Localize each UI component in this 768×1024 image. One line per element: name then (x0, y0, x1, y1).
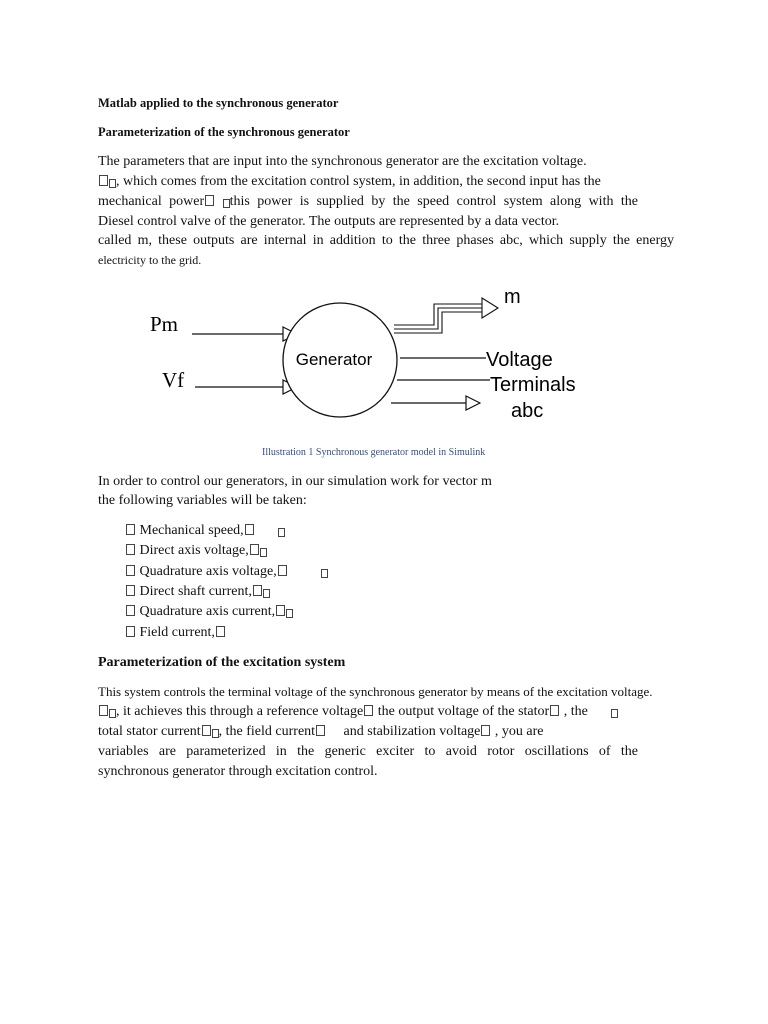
missing-glyph-icon (99, 175, 108, 186)
page-title: Matlab applied to the synchronous generator (98, 96, 339, 110)
section-heading-generator: Parameterization of the synchronous generator (98, 125, 350, 139)
paragraph-line (98, 174, 601, 190)
input-label-pm: Pm (150, 312, 179, 336)
list-item-text: Quadrature axis voltage, (139, 564, 277, 579)
missing-glyph-icon (260, 548, 267, 557)
list-item (125, 604, 293, 620)
missing-glyph-icon (263, 589, 270, 598)
line-text: the output voltage of the stator (377, 704, 550, 719)
missing-glyph-icon (316, 725, 325, 736)
missing-glyph-icon (205, 195, 214, 206)
paragraph-line (98, 724, 544, 740)
paragraph-line: called m, these outputs are internal in addition to the three phases abc, which supply the energy (98, 233, 674, 248)
generator-diagram (140, 280, 580, 430)
list-item-text: Direct axis voltage, (139, 543, 249, 558)
bullet-icon (126, 565, 135, 576)
output-label-voltage: Voltage (486, 349, 553, 371)
missing-glyph-icon (364, 705, 373, 716)
line-text: , the field current (218, 724, 316, 739)
missing-glyph-icon (250, 544, 259, 555)
missing-glyph-icon (245, 524, 254, 535)
missing-glyph-icon (253, 585, 262, 596)
line-text: , which comes from the excitation control system, in addition, the second input has the (116, 174, 601, 189)
output-label-abc: abc (511, 400, 544, 422)
missing-glyph-icon (223, 199, 230, 208)
input-label-vf: Vf (162, 368, 185, 392)
line-text: and stabilization voltage (343, 724, 481, 739)
line-text: this power is supplied by the speed control system along with the (229, 194, 638, 209)
missing-glyph-icon (550, 705, 559, 716)
paragraph-line: synchronous generator through excitation control. (98, 764, 378, 779)
missing-glyph-icon (202, 725, 211, 736)
paragraph-line: electricity to the grid. (98, 253, 202, 267)
paragraph-line: This system controls the terminal voltage of the synchronous generator by means of the excitation voltage. (98, 684, 653, 699)
paragraph-line: Diesel control valve of the generator. The outputs are represented by a data vector. (98, 214, 560, 229)
bullet-icon (126, 585, 135, 596)
line-text: mechanical power (98, 194, 205, 209)
paragraph-line (98, 194, 638, 210)
line-text: total stator current (98, 724, 201, 739)
output-label-m: m (504, 286, 521, 308)
paragraph-line (98, 704, 618, 720)
bullet-icon (126, 544, 135, 555)
list-item-text: Direct shaft current, (139, 584, 252, 599)
missing-glyph-icon (109, 179, 116, 188)
bullet-icon (126, 524, 135, 535)
list-item (125, 543, 267, 559)
missing-glyph-icon (276, 605, 285, 616)
generator-label: Generator (295, 350, 373, 369)
list-item-text: Quadrature axis current, (139, 604, 276, 619)
list-item (125, 564, 328, 580)
list-item (125, 523, 285, 539)
missing-glyph-icon (611, 709, 618, 718)
missing-glyph-icon (286, 609, 293, 618)
missing-glyph-icon (278, 565, 287, 576)
bullet-icon (126, 626, 135, 637)
figure-caption: Illustration 1 Synchronous generator model in Simulink (262, 447, 486, 458)
line-text: , it achieves this through a reference voltage (116, 704, 364, 719)
line-text: , the (563, 704, 588, 719)
bullet-icon (126, 605, 135, 616)
list-item-text: Mechanical speed, (139, 523, 244, 538)
paragraph-line: In order to control our generators, in our simulation work for vector m (98, 474, 492, 489)
list-item-text: Field current, (139, 625, 215, 640)
section-heading-excitation: Parameterization of the excitation system (98, 655, 346, 670)
list-item (125, 584, 270, 600)
paragraph-line: The parameters that are input into the synchronous generator are the excitation voltage. (98, 154, 587, 169)
output-bus-m (394, 298, 498, 333)
output-label-terminals: Terminals (490, 374, 576, 396)
line-text: , you are (494, 724, 544, 739)
missing-glyph-icon (109, 709, 116, 718)
missing-glyph-icon (216, 626, 225, 637)
missing-glyph-icon (321, 569, 328, 578)
list-item (125, 625, 226, 641)
paragraph-line: the following variables will be taken: (98, 493, 307, 508)
missing-glyph-icon (278, 528, 285, 537)
missing-glyph-icon (99, 705, 108, 716)
missing-glyph-icon (481, 725, 490, 736)
missing-glyph-icon (212, 729, 219, 738)
paragraph-line: variables are parameterized in the generic exciter to avoid rotor oscillations of the (98, 744, 638, 759)
